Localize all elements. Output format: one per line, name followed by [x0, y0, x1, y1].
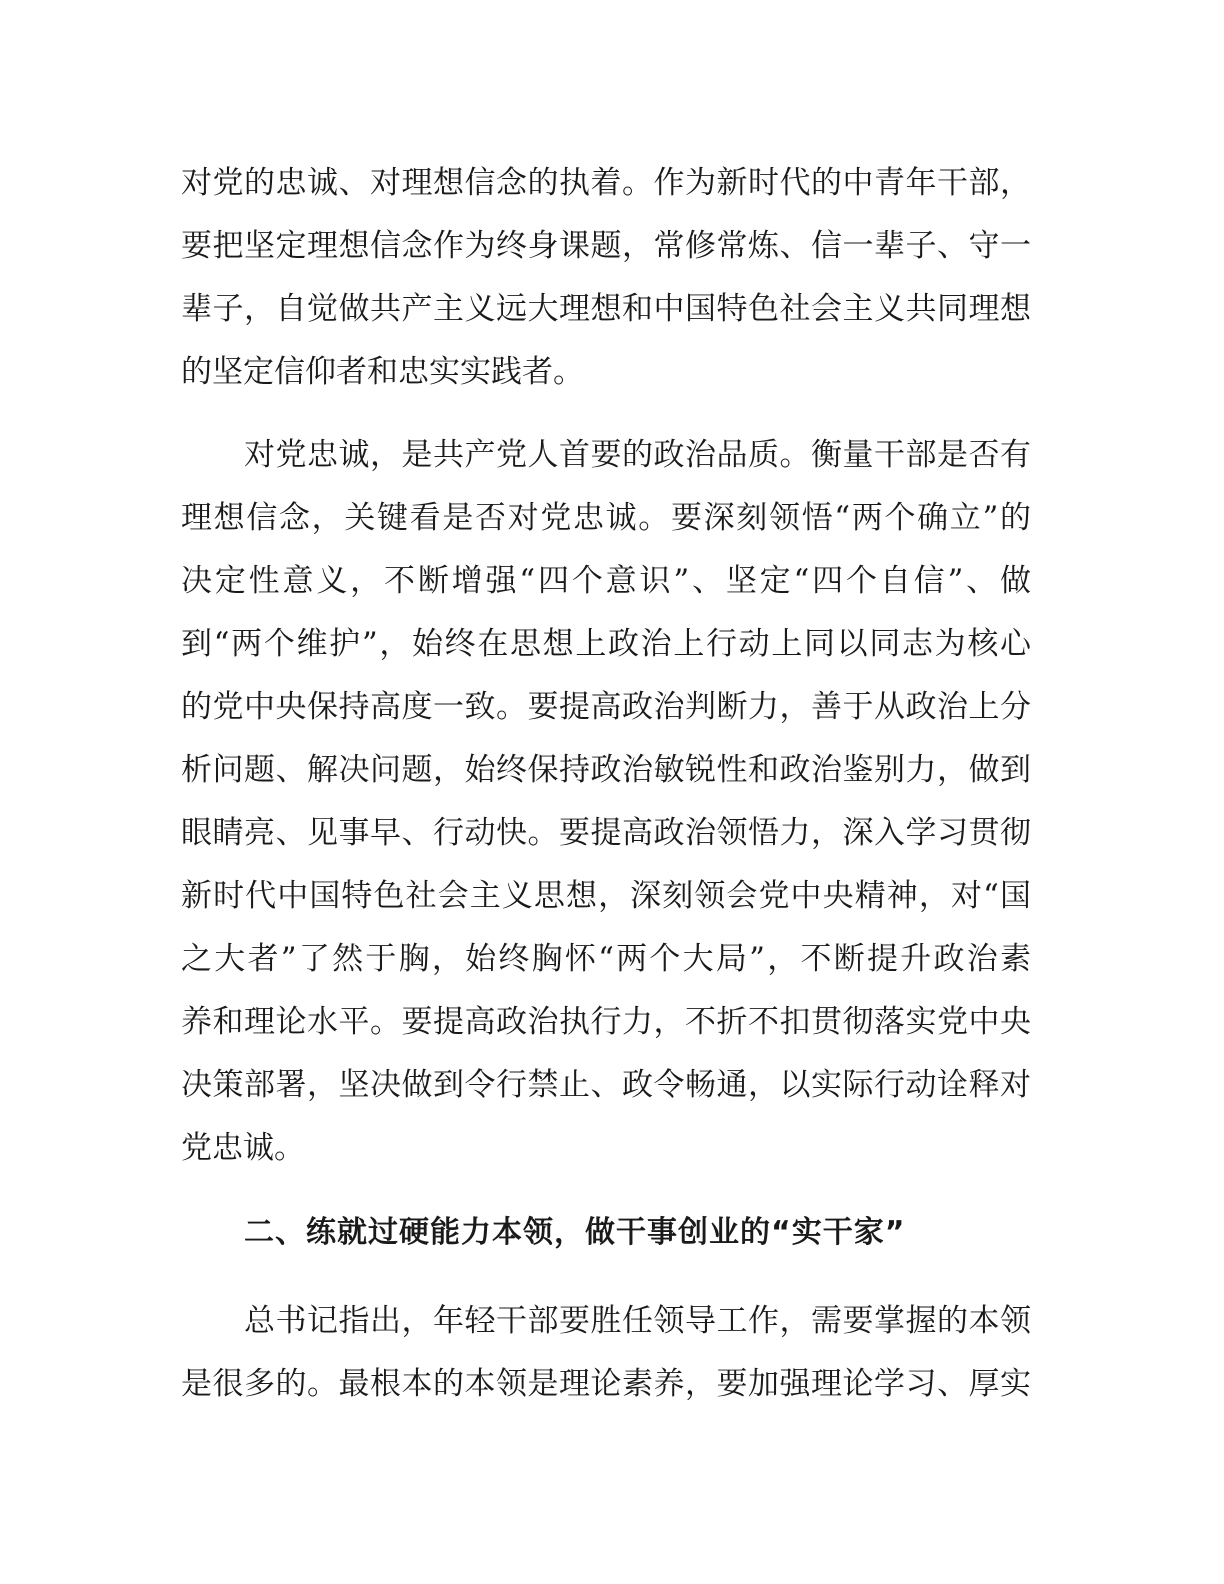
paragraph-2-line-2: 理想信念，关键看是否对党忠诚。要深刻领悟“两个确立”的: [181, 500, 1031, 536]
paragraph-2-line-4: 到“两个维护”，始终在思想上政治上行动上同以同志为核心: [181, 626, 1031, 662]
paragraph-2-line-1: 对党忠诚，是共产党人首要的政治品质。衡量干部是否有: [244, 437, 1031, 473]
paragraph-1-line-1: 对党的忠诚、对理想信念的执着。作为新时代的中青年干部，: [181, 165, 1031, 201]
paragraph-1-line-4: 的坚定信仰者和忠实实践者。: [181, 354, 584, 390]
paragraph-2-line-6: 析问题、解决问题，始终保持政治敏锐性和政治鉴别力，做到: [181, 752, 1031, 788]
paragraph-2-line-11: 决策部署，坚决做到令行禁止、政令畅通，以实际行动诠释对: [181, 1067, 1031, 1103]
paragraph-1-line-3: 辈子，自觉做共产主义远大理想和中国特色社会主义共同理想: [181, 291, 1031, 327]
paragraph-2-line-12: 党忠诚。: [181, 1130, 305, 1166]
paragraph-2-line-5: 的党中央保持高度一致。要提高政治判断力，善于从政治上分: [181, 689, 1031, 725]
paragraph-2-line-9: 之大者”了然于胸，始终胸怀“两个大局”，不断提升政治素: [181, 941, 1031, 977]
paragraph-1-line-2: 要把坚定理想信念作为终身课题，常修常炼、信一辈子、守一: [181, 228, 1031, 264]
paragraph-2-line-8: 新时代中国特色社会主义思想，深刻领会党中央精神，对“国: [181, 878, 1031, 914]
paragraph-3-line-1: 总书记指出，年轻干部要胜任领导工作，需要掌握的本领: [244, 1303, 1031, 1339]
section-heading: 二、练就过硬能力本领，做干事创业的“实干家”: [244, 1215, 906, 1250]
paragraph-2-line-10: 养和理论水平。要提高政治执行力，不折不扣贯彻落实党中央: [181, 1004, 1031, 1040]
paragraph-3-line-2: 是很多的。最根本的本领是理论素养，要加强理论学习、厚实: [181, 1366, 1031, 1402]
paragraph-2-line-7: 眼睛亮、见事早、行动快。要提高政治领悟力，深入学习贯彻: [181, 815, 1031, 851]
paragraph-2-line-3: 决定性意义，不断增强“四个意识”、坚定“四个自信”、做: [181, 563, 1031, 599]
